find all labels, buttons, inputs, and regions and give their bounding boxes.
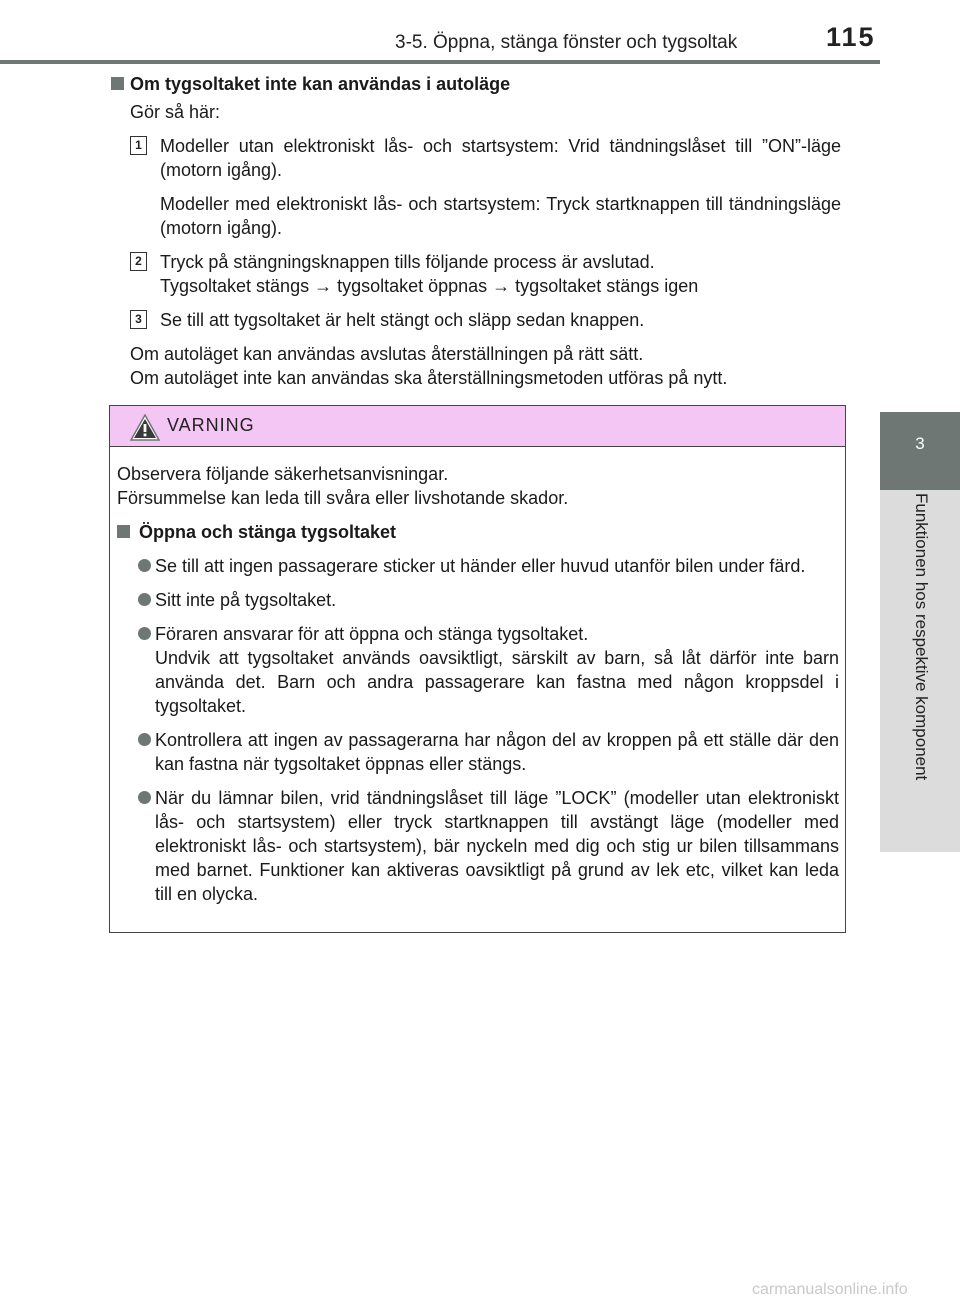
bullet-text: Föraren ansvarar för att öppna och stänga tygsoltaket. bbox=[155, 624, 589, 644]
warning-subheading-text: Öppna och stänga tygsoltaket bbox=[139, 522, 397, 542]
step-3 bbox=[111, 308, 841, 332]
step-text: Se till att tygsoltaket är helt stängt och släpp sedan knappen. bbox=[160, 310, 645, 330]
bullet-text: Sitt inte på tygsoltaket. bbox=[155, 590, 337, 610]
bullet-text: När du lämnar bilen, vrid tändningslåset till läge ”LOCK” (modeller utan elektroniskt lås- och startsystem) eller tryck startknappen till avstängt läge (modeller med elektroniskt lås- och startsystem), bär nyckeln med dig och stig ur bilen tillsammans med barnet. Funktioner kan aktiveras oavsiktligt på grund av lek etc, vilket kan leda till en olycka. bbox=[155, 788, 839, 904]
warning-bullet bbox=[117, 622, 839, 718]
step-number-box: 3 bbox=[130, 310, 147, 329]
bullet-text: Kontrollera att ingen av passagerarna har någon del av kroppen på ett ställe där den kan fastna när tygsoltaket öppnas eller stängs. bbox=[155, 730, 839, 774]
warning-intro-1: Observera följande säkerhetsanvisningar. bbox=[117, 464, 449, 484]
warning-triangle-icon bbox=[130, 414, 160, 441]
chapter-tab bbox=[880, 412, 960, 490]
warning-subheading bbox=[117, 520, 839, 544]
warning-bullet bbox=[117, 728, 839, 776]
bullet-text: Se till att ingen passagerare sticker ut händer eller huvud utanför bilen under färd. bbox=[155, 556, 806, 576]
section-heading bbox=[111, 72, 841, 96]
bullet-dot-icon bbox=[138, 791, 151, 804]
section-intro: Gör så här: bbox=[130, 102, 221, 122]
warning-bullet bbox=[117, 786, 839, 906]
outro-line-1: Om autoläget kan användas avslutas återställningen på rätt sätt. bbox=[130, 344, 644, 364]
main-content bbox=[111, 72, 841, 390]
step-1-extra: Modeller med elektroniskt lås- och startsystem: Tryck startknappen till tändningsläge (motorn igång). bbox=[160, 194, 841, 238]
chapter-title: Funktionen hos respektive komponent bbox=[912, 493, 931, 781]
bullet-extra: Undvik att tygsoltaket används oavsiktligt, särskilt av barn, så låt därför inte barn använda det. Barn och andra passagerare kan fastna med någon kroppsdel i tygsoltaket. bbox=[155, 648, 839, 716]
outro-line-2: Om autoläget inte kan användas ska återställningsmetoden utföras på nytt. bbox=[130, 368, 728, 388]
step-number-box: 2 bbox=[130, 252, 147, 271]
header-rule bbox=[0, 60, 880, 64]
bullet-dot-icon bbox=[138, 593, 151, 606]
watermark: carmanualsonline.info bbox=[752, 1281, 908, 1298]
section-outro bbox=[111, 342, 841, 390]
chapter-number: 3 bbox=[915, 434, 925, 453]
warning-body bbox=[117, 462, 839, 906]
warning-header bbox=[110, 406, 845, 447]
bullet-dot-icon bbox=[138, 627, 151, 640]
page-number: 115 bbox=[826, 22, 876, 52]
warning-intro bbox=[117, 462, 839, 510]
step-text: Modeller utan elektroniskt lås- och startsystem: Vrid tändningslåset till ”ON”-läge (motorn igång). bbox=[160, 136, 841, 180]
step-1 bbox=[111, 134, 841, 182]
warning-intro-2: Försummelse kan leda till svåra eller livshotande skador. bbox=[117, 488, 569, 508]
warning-box bbox=[109, 405, 846, 933]
square-bullet-icon bbox=[111, 77, 124, 90]
section-title: 3-5. Öppna, stänga fönster och tygsoltak bbox=[395, 32, 738, 53]
bullet-dot-icon bbox=[138, 559, 151, 572]
bullet-dot-icon bbox=[138, 733, 151, 746]
square-bullet-icon bbox=[117, 525, 130, 538]
step-2 bbox=[111, 250, 841, 298]
step-sequence: Tygsoltaket stängs → tygsoltaket öppnas → tygsoltaket stängs igen bbox=[160, 276, 699, 296]
section-heading-text: Om tygsoltaket inte kan användas i autoläge bbox=[130, 74, 511, 94]
step-number-box: 1 bbox=[130, 136, 147, 155]
page-header bbox=[0, 0, 960, 62]
warning-bullet bbox=[117, 588, 839, 612]
warning-bullet bbox=[117, 554, 839, 578]
warning-label: VARNING bbox=[167, 415, 255, 435]
step-text: Tryck på stängningsknappen tills följande process är avslutad. bbox=[160, 252, 655, 272]
